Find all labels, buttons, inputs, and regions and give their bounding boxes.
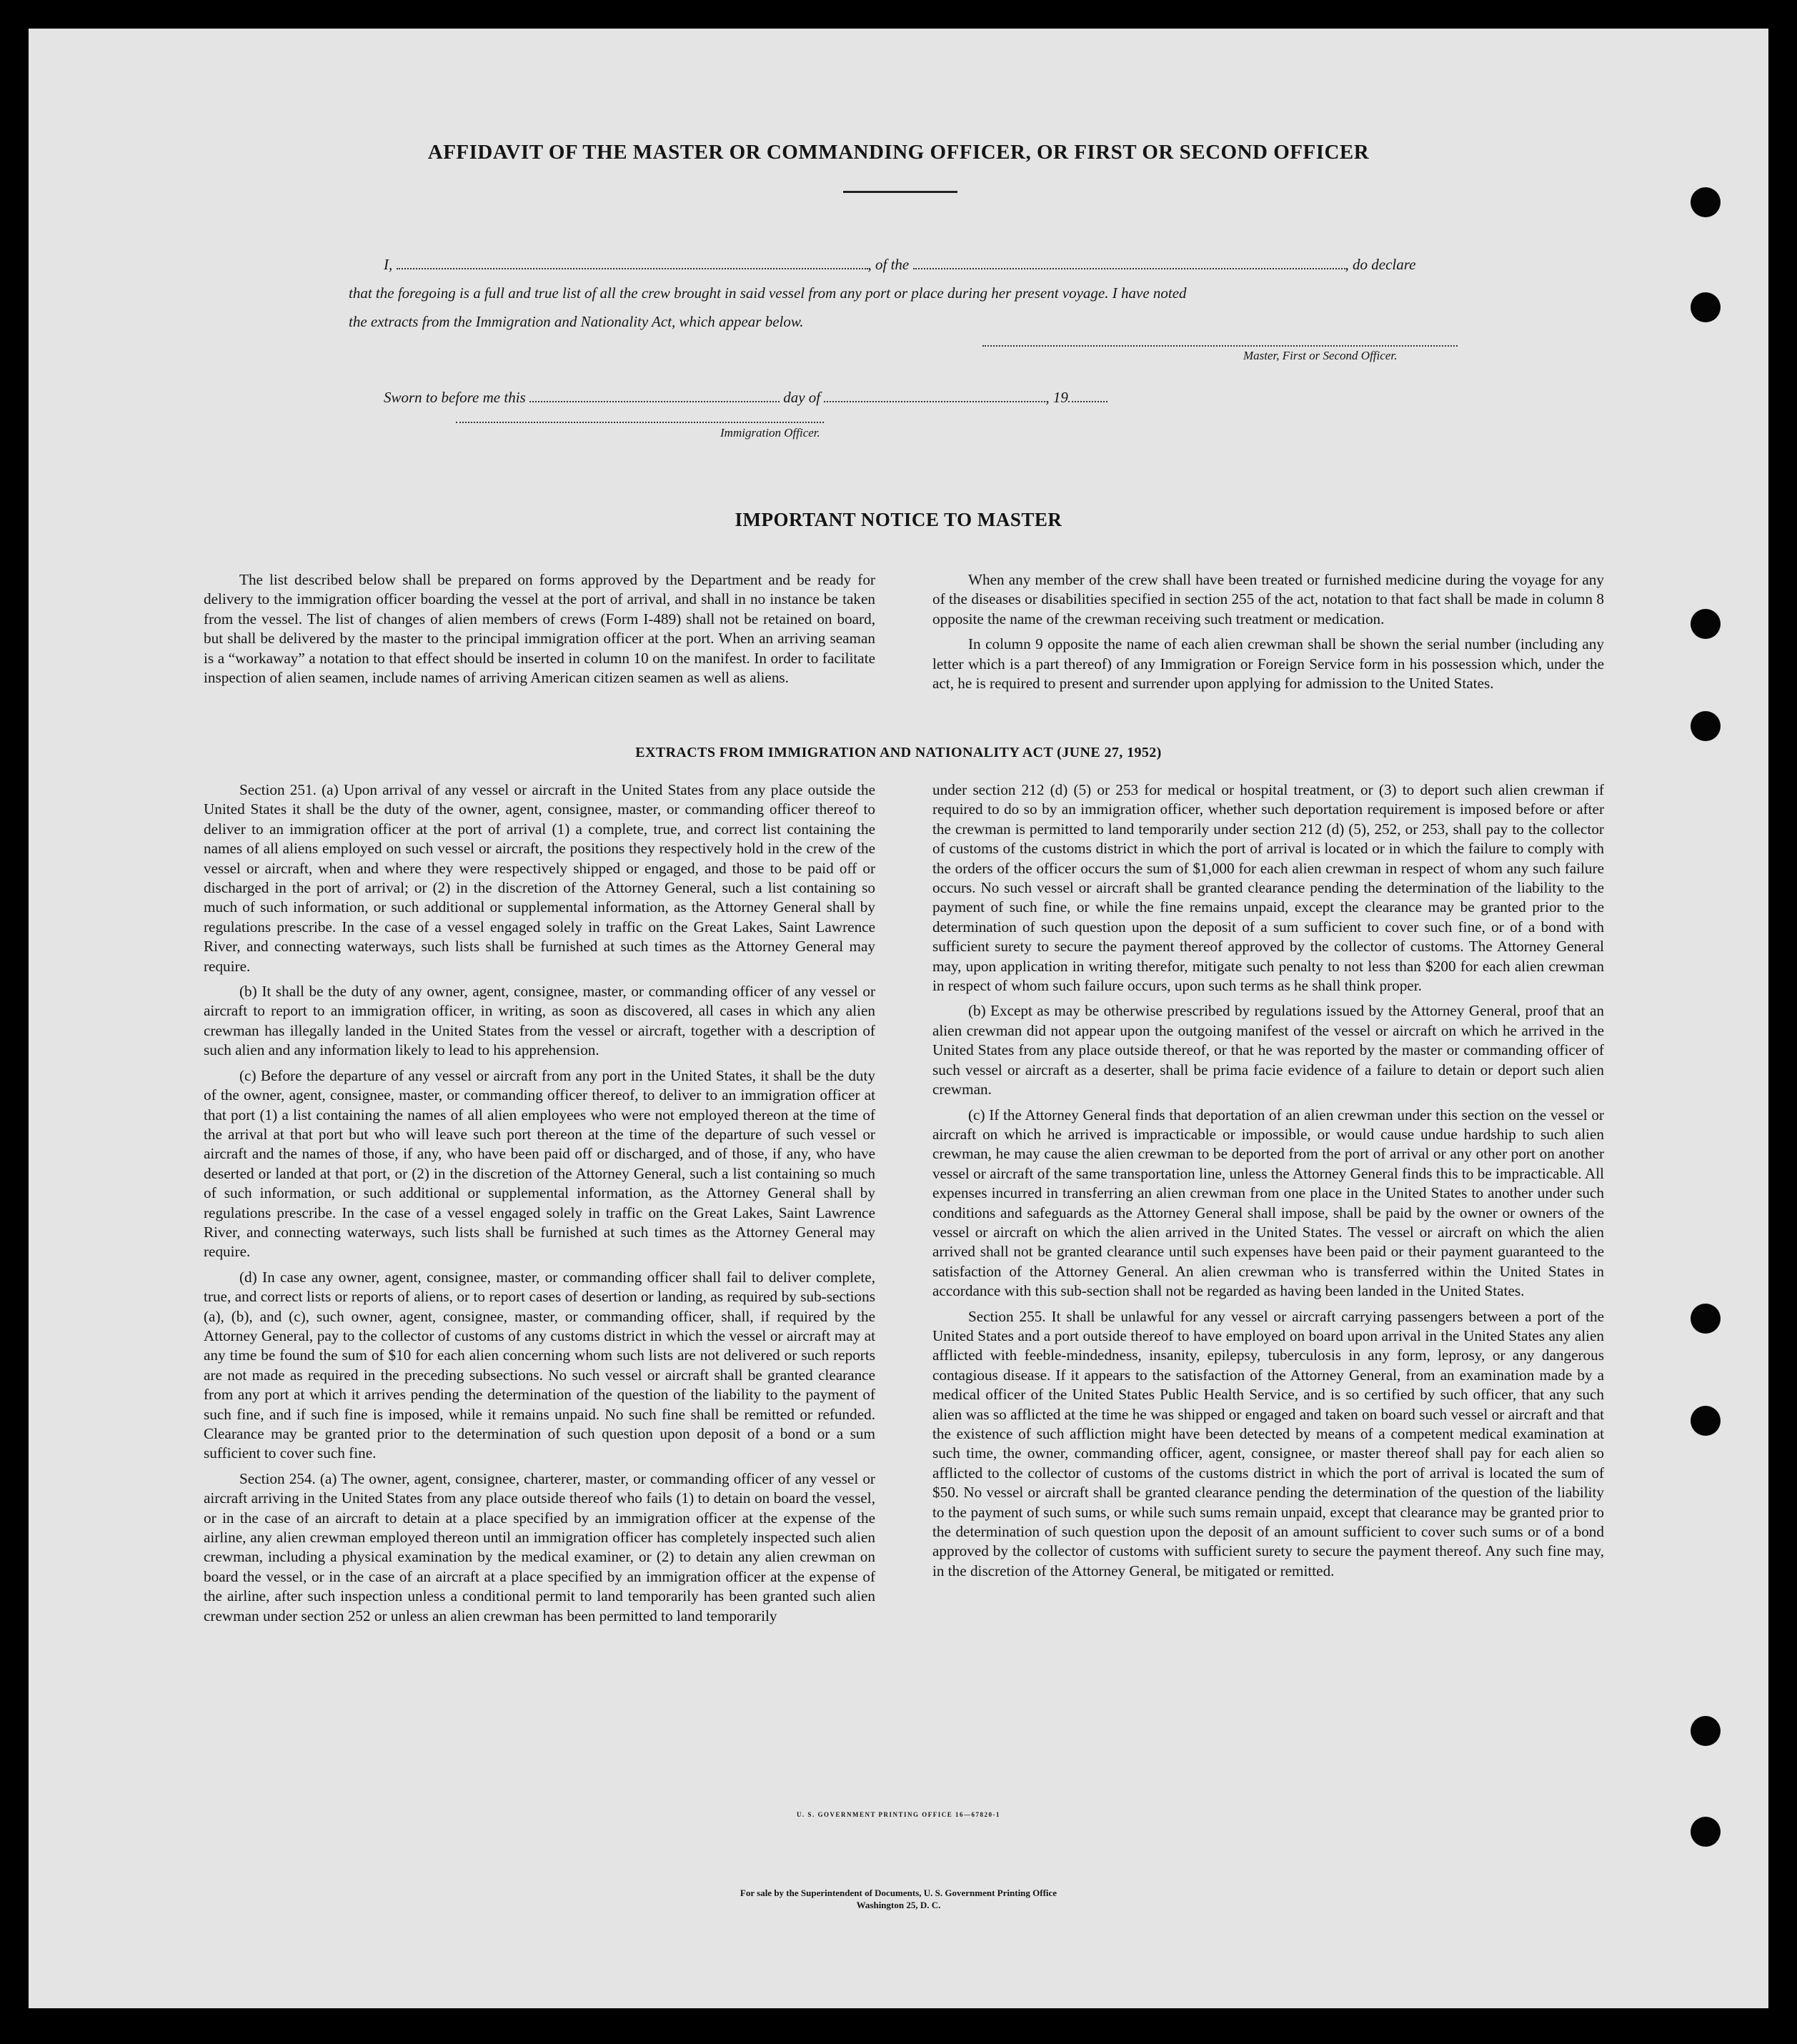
extract-paragraph: (c) If the Attorney General finds that deportation of an alien crewman under this section on the vessel or aircraft on which he arrived is impracticable or impossible, or would cause undue hardship to such alien crewman, he may cause the alien crewman to be deported from the port of arrival or any other port on another vessel or aircraft of the same transportation line, unless the Attorney General finds this to be impracticable. All expenses incurred in transferring an alien crewman from one place in the United States to another under such conditions and safeguards as the Attorney General shall impose, shall be paid by the owner or owners of the vessel or aircraft on which the alien arrived in the United States. The vessel or aircraft on which the alien arrived shall not be granted clearance until such expenses have been paid or their payment guaranteed to the satisfaction of the Attorney General. An alien crewman who is transferred within the United States in accordance with this sub-section shall not be regarded as having been landed in the United States.	[932, 1106, 1604, 1300]
master-signature-line[interactable]	[982, 345, 1458, 347]
binder-hole	[1691, 1406, 1721, 1436]
notice-paragraph: When any member of the crew shall have been treated or furnished medicine during the voyage for any of the diseases or disabilities specified in section 255 of the act, notation to that fact shall be made in column 8 opposite the name of the crewman receiving such treatment or medication.	[932, 571, 1604, 627]
sworn-day-of: day of	[783, 389, 821, 406]
extracts-left-column	[204, 780, 875, 1632]
sworn-line	[384, 383, 1107, 412]
binder-hole	[1691, 187, 1721, 217]
affidavit-title: AFFIDAVIT OF THE MASTER OR COMMANDING OFFICER, OR FIRST OR SECOND OFFICER	[427, 141, 1370, 164]
notice-paragraph: The list described below shall be prepared on forms approved by the Department and be ready for delivery to the immigration officer boarding the vessel at the port of arrival, and shall in no instance be taken from the vessel. The list of changes of alien members of crews (Form I-489) shall not be retained on board, but shall be delivered by the master to the principal immigration officer at the port. When an arriving seaman is a “workaway” a notation to that effect should be inserted in column 10 on the manifest. In order to facilitate inspection of alien seamen, include names of arriving American citizen seamen as well as aliens.	[204, 571, 875, 687]
sworn-day-blank[interactable]	[529, 388, 780, 402]
binder-hole	[1691, 292, 1721, 322]
extract-paragraph: (c) Before the departure of any vessel or aircraft from any port in the United States, it shall be the duty of the owner, agent, consignee, master, or commanding officer thereof, to deliver to an immigration officer at that port (1) a list containing the names of all alien employees who were not employed thereon at the time of the arrival at that port but who will leave such port thereon at the time of the departure of such vessel or aircraft and the names of those, if any, who have been paid off or discharged, and of those, if any, who have deserted or landed at that port, or (2) in the discretion of the Attorney General, such a list containing so much of such information, or such additional or supplemental information, as the Attorney General shall by regulations prescribe. In the case of a vessel engaged solely in traffic on the Great Lakes, Saint Lawrence River, and connecting waterways, such lists shall be furnished at such times as the Attorney General may require.	[204, 1066, 875, 1261]
declaration-text-2: that the foregoing is a full and true list of all the crew brought in said vessel from any port or place during her present voyage. I have noted	[349, 284, 1187, 302]
extract-paragraph: Section 251. (a) Upon arrival of any vessel or aircraft in the United States from any place outside the United States it shall be the duty of the owner, agent, consignee, master, or commanding officer thereof to deliver to an immigration officer at the port of arrival (1) a complete, true, and correct list containing the names of all aliens employed on such vessel or aircraft, the positions they respectively hold in the crew of the vessel or aircraft, when and where they were respectively shipped or engaged, and those to be paid off or discharged in the port of arrival; or (2) in the discretion of the Attorney General, such a list containing so much of such information, or such additional or supplemental information, as the Attorney General shall by regulations prescribe. In the case of a vessel engaged solely in traffic on the Great Lakes, Saint Lawrence River, and connecting waterways, such lists shall be furnished at such times as the Attorney General may require.	[204, 781, 875, 975]
extracts-title: EXTRACTS FROM IMMIGRATION AND NATIONALITY ACT (JUNE 27, 1952)	[635, 745, 1162, 760]
binder-hole	[1691, 1716, 1721, 1746]
extract-paragraph: Section 254. (a) The owner, agent, consignee, charterer, master, or commanding officer of any vessel or aircraft arriving in the United States from any place outside thereof who fails (1) to detain on board the vessel, or in the case of an aircraft to detain at a place specified by an immigration officer at the expense of the airline, any alien crewman employed thereon until an immigration officer has completely inspected such alien crewman, including a physical examination by the medical examiner, or (2) to detain any alien crewman on board the vessel, or in the case of an aircraft at a place specified by an immigration officer at the expense of the airline, after such inspection unless a conditional permit to land temporarily has been granted such alien crewman under section 252 or unless an alien crewman has been permitted to land temporarily	[204, 1469, 875, 1624]
declaration-line	[384, 250, 1493, 279]
name-blank[interactable]	[397, 255, 868, 269]
extract-paragraph: under section 212 (d) (5) or 253 for medical or hospital treatment, or (3) to deport such alien crewman if required to do so by an immigration officer, whether such deportation requirement is imposed before or after the crewman is permitted to land temporarily under section 212 (d) (5), 252, or 253, shall pay to the collector of customs of the customs district in which the port of arrival is located or in which the failure to comply with the orders of the officer occurs the sum of $1,000 for each alien crewman in respect of whom any such failure occurs. No such vessel or aircraft shall be granted clearance pending the determination of the liability to the payment of such fine, or while the fine remains unpaid, except the clearance may be granted prior to the determination of such question upon the deposit of a sum sufficient to cover such fine, or of a bond with sufficient surety to secure the payment thereof approved by the collector of customs. The Attorney General may, upon application in writing therefor, mitigate such penalty to not less than $200 for each alien crewman in respect of whom such failure occurs, upon such terms as he shall think proper.	[932, 781, 1604, 995]
notice-left-column	[204, 570, 875, 693]
sale-notice-line-1: For sale by the Superintendent of Documents, U. S. Government Printing Office	[740, 1887, 1057, 1898]
declaration-i: I,	[384, 256, 393, 273]
binder-hole	[1691, 1304, 1721, 1334]
document-page	[29, 29, 1768, 2008]
extract-paragraph: (b) Except as may be otherwise prescribed by regulations issued by the Attorney General, proof that an alien crewman did not appear upon the outgoing manifest of the vessel or aircraft on which he arrived in the United States from any place outside thereof, or that he was reported by the master or commanding officer of such vessel or aircraft as a deserter, shall be prima facie evidence of a failure to detain or deport such alien crewman.	[932, 1002, 1604, 1098]
sworn-year-blank[interactable]	[1068, 388, 1107, 402]
extracts-right-column	[932, 780, 1604, 1587]
binder-hole	[1691, 711, 1721, 741]
title-rule	[843, 191, 957, 193]
binder-hole	[1691, 1817, 1721, 1847]
extract-paragraph: Section 255. It shall be unlawful for any vessel or aircraft carrying passengers between a port of the United States and a port outside thereof to have employed on board upon arrival in the United States any alien afflicted with feeble-mindedness, insanity, epilepsy, tuberculosis in any form, leprosy, or any dangerous contagious disease. If it appears to the satisfaction of the Attorney General, from an examination made by a medical officer of the United States Public Health Service, and is so certified by such officer, that any such alien was so afflicted at the time he was shipped or engaged and taken on board such vessel or aircraft and that the existence of such affliction might have been detected by means of a competent medical examination at such time, the owner, commanding officer, agent, consignee, or master thereof shall pay for each alien so afflicted to the collector of customs of the customs district in which the port of arrival is located the sum of $50. No vessel or aircraft shall be granted clearance pending the determination of the question of the liability to the payment of such sums, or while such sums remain unpaid, except that clearance may be granted prior to the determination of such question upon the deposit of an amount sufficient to cover such sums or of a bond approved by the collector of customs with sufficient surety to secure the payment thereof. Any such fine may, in the discretion of the Attorney General, be mitigated or remitted.	[932, 1307, 1604, 1579]
gpo-imprint: U. S. GOVERNMENT PRINTING OFFICE 16—67820-1	[796, 1811, 1001, 1818]
extract-paragraph: (b) It shall be the duty of any owner, agent, consignee, master, or commanding officer of any vessel or aircraft to report to an immigration officer, in writing, as soon as discovered, all cases in which any alien crewman has illegally landed in the United States from the vessel or aircraft, together with a description of such alien and any information likely to lead to his apprehension.	[204, 983, 875, 1059]
officer-caption: Immigration Officer.	[720, 426, 820, 440]
vessel-blank[interactable]	[913, 255, 1345, 269]
sworn-year: , 19	[1045, 389, 1068, 406]
notice-right-column	[932, 570, 1604, 699]
sworn-prefix: Sworn to before me this	[384, 389, 526, 406]
declaration-text-3: the extracts from the Immigration and Nationality Act, which appear below.	[349, 313, 804, 330]
notice-paragraph: In column 9 opposite the name of each alien crewman shall be shown the serial number (including any letter which is a part thereof) of any Immigration or Foreign Service form in his possession which, under the act, he is required to present and surrender upon applying for admission to the United States.	[932, 635, 1604, 693]
declaration-of-the: , of the	[867, 256, 910, 273]
sale-notice-line-2: Washington 25, D. C.	[856, 1900, 941, 1910]
officer-signature-line[interactable]	[456, 422, 824, 423]
binder-hole	[1691, 609, 1721, 639]
declaration-declare: , do declare	[1345, 256, 1416, 273]
master-caption: Master, First or Second Officer.	[1243, 349, 1398, 362]
extract-paragraph: (d) In case any owner, agent, consignee, master, or commanding officer shall fail to deliver complete, true, and correct lists or reports of aliens, or to report cases of desertion or landing, as required by sub-sections (a), (b), and (c), such owner, agent, consignee, master, or commanding officer, shall, if required by the Attorney General, pay to the collector of customs of any customs district in which the vessel or aircraft may at any time be found the sum of $10 for each alien concerning whom such lists are not delivered or such reports are not made as required in the preceding subsections. No such vessel or aircraft shall be granted clearance from any port at which it arrives pending the determination of the question of the liability to the payment of such fine, and if such fine is imposed, while it remains unpaid. No such fine shall be remitted or refunded. Clearance may be granted prior to the determination of such question upon deposit of a bond or a sum sufficient to cover such fine.	[204, 1268, 875, 1462]
notice-title: IMPORTANT NOTICE TO MASTER	[735, 509, 1062, 530]
sworn-month-blank[interactable]	[824, 388, 1045, 402]
